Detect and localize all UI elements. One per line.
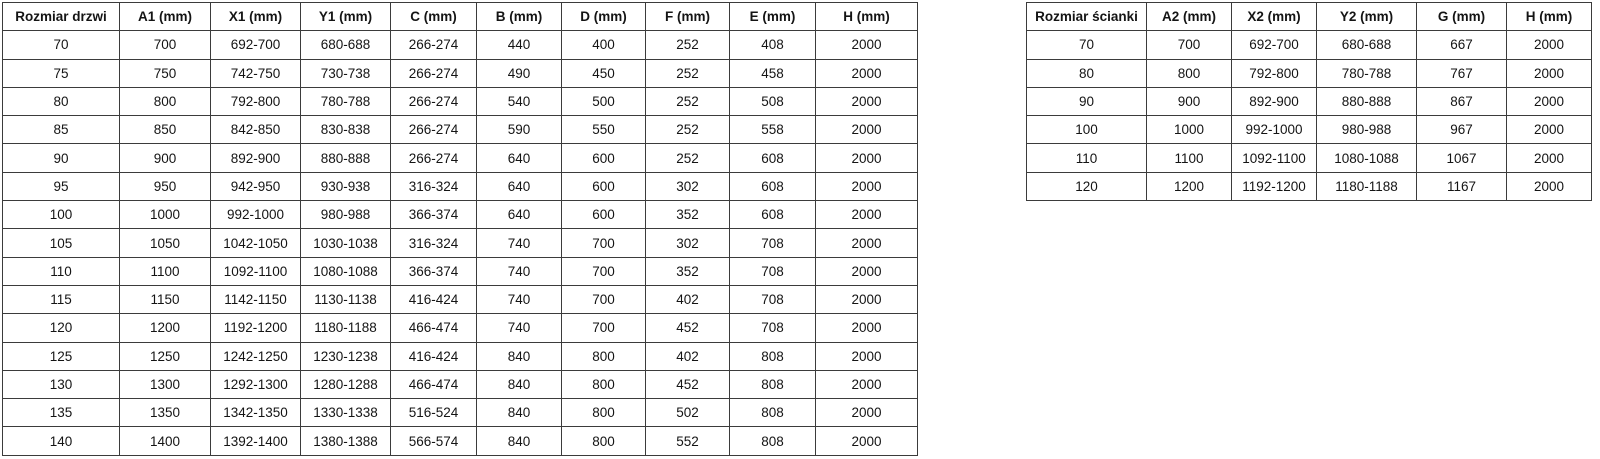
table-cell: 500 xyxy=(562,87,646,115)
table-cell: 800 xyxy=(562,370,646,398)
table-cell: 950 xyxy=(120,172,211,200)
table-row xyxy=(3,229,918,257)
table-cell: 850 xyxy=(120,116,211,144)
table-cell: 667 xyxy=(1417,31,1507,59)
table-cell: 680-688 xyxy=(1317,31,1417,59)
table-cell: 2000 xyxy=(1507,144,1592,172)
table-cell: 1080-1088 xyxy=(301,257,391,285)
table-cell: 550 xyxy=(562,116,646,144)
table-row xyxy=(3,87,918,115)
table-cell: 2000 xyxy=(816,201,918,229)
table-cell: 880-888 xyxy=(1317,87,1417,115)
table-cell: 408 xyxy=(730,31,816,59)
table-cell: 452 xyxy=(646,370,730,398)
table-cell: 900 xyxy=(120,144,211,172)
table-cell: 640 xyxy=(477,144,562,172)
table-cell: 942-950 xyxy=(211,172,301,200)
table-cell: 780-788 xyxy=(1317,59,1417,87)
header-row xyxy=(1027,3,1592,31)
table-cell: 70 xyxy=(1027,31,1147,59)
table-cell: 1150 xyxy=(120,285,211,313)
table-cell: 1092-1100 xyxy=(211,257,301,285)
column-header: Y2 (mm) xyxy=(1317,3,1417,31)
door-size-table xyxy=(2,2,918,456)
table-cell: 840 xyxy=(477,399,562,427)
column-header: C (mm) xyxy=(391,3,477,31)
table-cell: 800 xyxy=(1147,59,1232,87)
table-cell: 2000 xyxy=(816,172,918,200)
table-row xyxy=(3,285,918,313)
table-cell: 2000 xyxy=(816,31,918,59)
table-cell: 1030-1038 xyxy=(301,229,391,257)
table-cell: 252 xyxy=(646,59,730,87)
table-row xyxy=(3,201,918,229)
table-row xyxy=(3,342,918,370)
table-cell: 508 xyxy=(730,87,816,115)
table-row xyxy=(1027,59,1592,87)
table-cell: 266-274 xyxy=(391,87,477,115)
table-cell: 740 xyxy=(477,314,562,342)
table-cell: 110 xyxy=(3,257,120,285)
table-cell: 1042-1050 xyxy=(211,229,301,257)
table-cell: 792-800 xyxy=(1232,59,1317,87)
table-cell: 416-424 xyxy=(391,285,477,313)
column-header: A2 (mm) xyxy=(1147,3,1232,31)
table-cell: 1350 xyxy=(120,399,211,427)
table-cell: 302 xyxy=(646,229,730,257)
table-cell: 800 xyxy=(562,427,646,455)
table-cell: 1280-1288 xyxy=(301,370,391,398)
table-row xyxy=(3,116,918,144)
table-cell: 800 xyxy=(562,342,646,370)
table-cell: 2000 xyxy=(816,427,918,455)
table-row xyxy=(3,427,918,455)
column-header: G (mm) xyxy=(1417,3,1507,31)
table-cell: 1200 xyxy=(1147,172,1232,200)
table-cell: 90 xyxy=(3,144,120,172)
table-cell: 1130-1138 xyxy=(301,285,391,313)
column-header: D (mm) xyxy=(562,3,646,31)
table-cell: 2000 xyxy=(816,87,918,115)
table-cell: 266-274 xyxy=(391,116,477,144)
table-cell: 1000 xyxy=(120,201,211,229)
header-row xyxy=(3,3,918,31)
table-cell: 490 xyxy=(477,59,562,87)
wall-size-table xyxy=(1026,2,1592,201)
table-cell: 1292-1300 xyxy=(211,370,301,398)
table-cell: 366-374 xyxy=(391,201,477,229)
table-cell: 1300 xyxy=(120,370,211,398)
table-cell: 700 xyxy=(120,31,211,59)
table-cell: 792-800 xyxy=(211,87,301,115)
table-row xyxy=(3,399,918,427)
table-cell: 1200 xyxy=(120,314,211,342)
table-row xyxy=(3,144,918,172)
table-cell: 808 xyxy=(730,427,816,455)
table-cell: 700 xyxy=(562,285,646,313)
table-cell: 740 xyxy=(477,229,562,257)
table-cell: 840 xyxy=(477,342,562,370)
table-cell: 708 xyxy=(730,229,816,257)
column-header: B (mm) xyxy=(477,3,562,31)
table-cell: 1180-1188 xyxy=(1317,172,1417,200)
table-cell: 1330-1338 xyxy=(301,399,391,427)
table-cell: 2000 xyxy=(816,116,918,144)
table-cell: 730-738 xyxy=(301,59,391,87)
table-cell: 930-938 xyxy=(301,172,391,200)
table-cell: 740 xyxy=(477,257,562,285)
table-cell: 558 xyxy=(730,116,816,144)
table-cell: 692-700 xyxy=(1232,31,1317,59)
table-cell: 105 xyxy=(3,229,120,257)
table-cell: 120 xyxy=(1027,172,1147,200)
table-cell: 608 xyxy=(730,172,816,200)
table-cell: 640 xyxy=(477,172,562,200)
table-cell: 352 xyxy=(646,257,730,285)
table-cell: 808 xyxy=(730,370,816,398)
table-cell: 2000 xyxy=(1507,59,1592,87)
table-cell: 992-1000 xyxy=(211,201,301,229)
table-cell: 680-688 xyxy=(301,31,391,59)
table-row xyxy=(1027,144,1592,172)
table-cell: 402 xyxy=(646,285,730,313)
table-cell: 892-900 xyxy=(211,144,301,172)
table-cell: 252 xyxy=(646,87,730,115)
table-cell: 1342-1350 xyxy=(211,399,301,427)
table-cell: 316-324 xyxy=(391,229,477,257)
table-cell: 2000 xyxy=(816,59,918,87)
table-cell: 70 xyxy=(3,31,120,59)
table-cell: 980-988 xyxy=(301,201,391,229)
table-row xyxy=(1027,116,1592,144)
table-cell: 1242-1250 xyxy=(211,342,301,370)
table-cell: 2000 xyxy=(816,285,918,313)
table-cell: 808 xyxy=(730,342,816,370)
table-cell: 1167 xyxy=(1417,172,1507,200)
table-cell: 980-988 xyxy=(1317,116,1417,144)
table-cell: 708 xyxy=(730,314,816,342)
column-header: Y1 (mm) xyxy=(301,3,391,31)
table-cell: 316-324 xyxy=(391,172,477,200)
column-header: F (mm) xyxy=(646,3,730,31)
table-cell: 700 xyxy=(562,257,646,285)
table-cell: 80 xyxy=(1027,59,1147,87)
table-cell: 600 xyxy=(562,144,646,172)
table-cell: 600 xyxy=(562,172,646,200)
table-cell: 2000 xyxy=(816,257,918,285)
table-cell: 452 xyxy=(646,314,730,342)
table-cell: 992-1000 xyxy=(1232,116,1317,144)
table-cell: 1250 xyxy=(120,342,211,370)
table-cell: 115 xyxy=(3,285,120,313)
table-cell: 125 xyxy=(3,342,120,370)
table-cell: 700 xyxy=(562,314,646,342)
table-cell: 466-474 xyxy=(391,370,477,398)
table-cell: 302 xyxy=(646,172,730,200)
table-cell: 1380-1388 xyxy=(301,427,391,455)
table-row xyxy=(1027,172,1592,200)
table-cell: 867 xyxy=(1417,87,1507,115)
table-cell: 402 xyxy=(646,342,730,370)
table-cell: 900 xyxy=(1147,87,1232,115)
table-cell: 266-274 xyxy=(391,144,477,172)
column-header: H (mm) xyxy=(1507,3,1592,31)
table-cell: 1092-1100 xyxy=(1232,144,1317,172)
column-header: E (mm) xyxy=(730,3,816,31)
table-cell: 800 xyxy=(120,87,211,115)
table-cell: 1067 xyxy=(1417,144,1507,172)
table-row xyxy=(3,370,918,398)
table-cell: 2000 xyxy=(816,314,918,342)
column-header: H (mm) xyxy=(816,3,918,31)
table-row xyxy=(1027,31,1592,59)
table-cell: 2000 xyxy=(1507,31,1592,59)
table-cell: 880-888 xyxy=(301,144,391,172)
table-cell: 2000 xyxy=(816,370,918,398)
table-row xyxy=(3,314,918,342)
table-cell: 1080-1088 xyxy=(1317,144,1417,172)
table-cell: 440 xyxy=(477,31,562,59)
column-header: A1 (mm) xyxy=(120,3,211,31)
table-cell: 252 xyxy=(646,31,730,59)
table-cell: 516-524 xyxy=(391,399,477,427)
table-cell: 692-700 xyxy=(211,31,301,59)
table-cell: 830-838 xyxy=(301,116,391,144)
column-header: X2 (mm) xyxy=(1232,3,1317,31)
table-cell: 1192-1200 xyxy=(1232,172,1317,200)
table-cell: 502 xyxy=(646,399,730,427)
table-cell: 700 xyxy=(1147,31,1232,59)
table-cell: 742-750 xyxy=(211,59,301,87)
table-cell: 416-424 xyxy=(391,342,477,370)
table-cell: 840 xyxy=(477,427,562,455)
table-cell: 967 xyxy=(1417,116,1507,144)
table-cell: 1000 xyxy=(1147,116,1232,144)
table-cell: 1050 xyxy=(120,229,211,257)
table-cell: 1180-1188 xyxy=(301,314,391,342)
table-cell: 600 xyxy=(562,201,646,229)
table-cell: 80 xyxy=(3,87,120,115)
table-cell: 352 xyxy=(646,201,730,229)
table-row xyxy=(1027,87,1592,115)
table-cell: 95 xyxy=(3,172,120,200)
table-row xyxy=(3,59,918,87)
column-header: X1 (mm) xyxy=(211,3,301,31)
table-cell: 466-474 xyxy=(391,314,477,342)
table-cell: 2000 xyxy=(1507,172,1592,200)
table-cell: 1100 xyxy=(120,257,211,285)
table-cell: 780-788 xyxy=(301,87,391,115)
table-cell: 750 xyxy=(120,59,211,87)
table-cell: 1400 xyxy=(120,427,211,455)
table-cell: 700 xyxy=(562,229,646,257)
table-cell: 640 xyxy=(477,201,562,229)
table-cell: 842-850 xyxy=(211,116,301,144)
table-cell: 120 xyxy=(3,314,120,342)
table-cell: 2000 xyxy=(1507,87,1592,115)
table-cell: 252 xyxy=(646,144,730,172)
table-row xyxy=(3,172,918,200)
table-cell: 590 xyxy=(477,116,562,144)
table-cell: 800 xyxy=(562,399,646,427)
table-cell: 2000 xyxy=(816,342,918,370)
table-cell: 2000 xyxy=(816,229,918,257)
table-cell: 708 xyxy=(730,257,816,285)
table-cell: 458 xyxy=(730,59,816,87)
table-cell: 1100 xyxy=(1147,144,1232,172)
table-cell: 708 xyxy=(730,285,816,313)
table-row xyxy=(3,257,918,285)
table-cell: 85 xyxy=(3,116,120,144)
table-cell: 450 xyxy=(562,59,646,87)
table-cell: 552 xyxy=(646,427,730,455)
table-cell: 892-900 xyxy=(1232,87,1317,115)
table-cell: 540 xyxy=(477,87,562,115)
table-cell: 2000 xyxy=(1507,116,1592,144)
table-cell: 840 xyxy=(477,370,562,398)
table-cell: 100 xyxy=(1027,116,1147,144)
table-cell: 110 xyxy=(1027,144,1147,172)
column-header: Rozmiar ścianki xyxy=(1027,3,1147,31)
table-cell: 608 xyxy=(730,144,816,172)
table-cell: 608 xyxy=(730,201,816,229)
table-cell: 135 xyxy=(3,399,120,427)
table-cell: 2000 xyxy=(816,144,918,172)
table-cell: 1230-1238 xyxy=(301,342,391,370)
table-cell: 808 xyxy=(730,399,816,427)
table-cell: 266-274 xyxy=(391,59,477,87)
table-row xyxy=(3,31,918,59)
table-cell: 1142-1150 xyxy=(211,285,301,313)
table-cell: 740 xyxy=(477,285,562,313)
table-cell: 100 xyxy=(3,201,120,229)
table-cell: 130 xyxy=(3,370,120,398)
table-cell: 266-274 xyxy=(391,31,477,59)
column-header: Rozmiar drzwi xyxy=(3,3,120,31)
table-cell: 252 xyxy=(646,116,730,144)
table-cell: 140 xyxy=(3,427,120,455)
table-cell: 2000 xyxy=(816,399,918,427)
table-cell: 400 xyxy=(562,31,646,59)
table-cell: 366-374 xyxy=(391,257,477,285)
table-cell: 90 xyxy=(1027,87,1147,115)
table-cell: 566-574 xyxy=(391,427,477,455)
table-cell: 75 xyxy=(3,59,120,87)
table-cell: 767 xyxy=(1417,59,1507,87)
table-cell: 1392-1400 xyxy=(211,427,301,455)
table-cell: 1192-1200 xyxy=(211,314,301,342)
